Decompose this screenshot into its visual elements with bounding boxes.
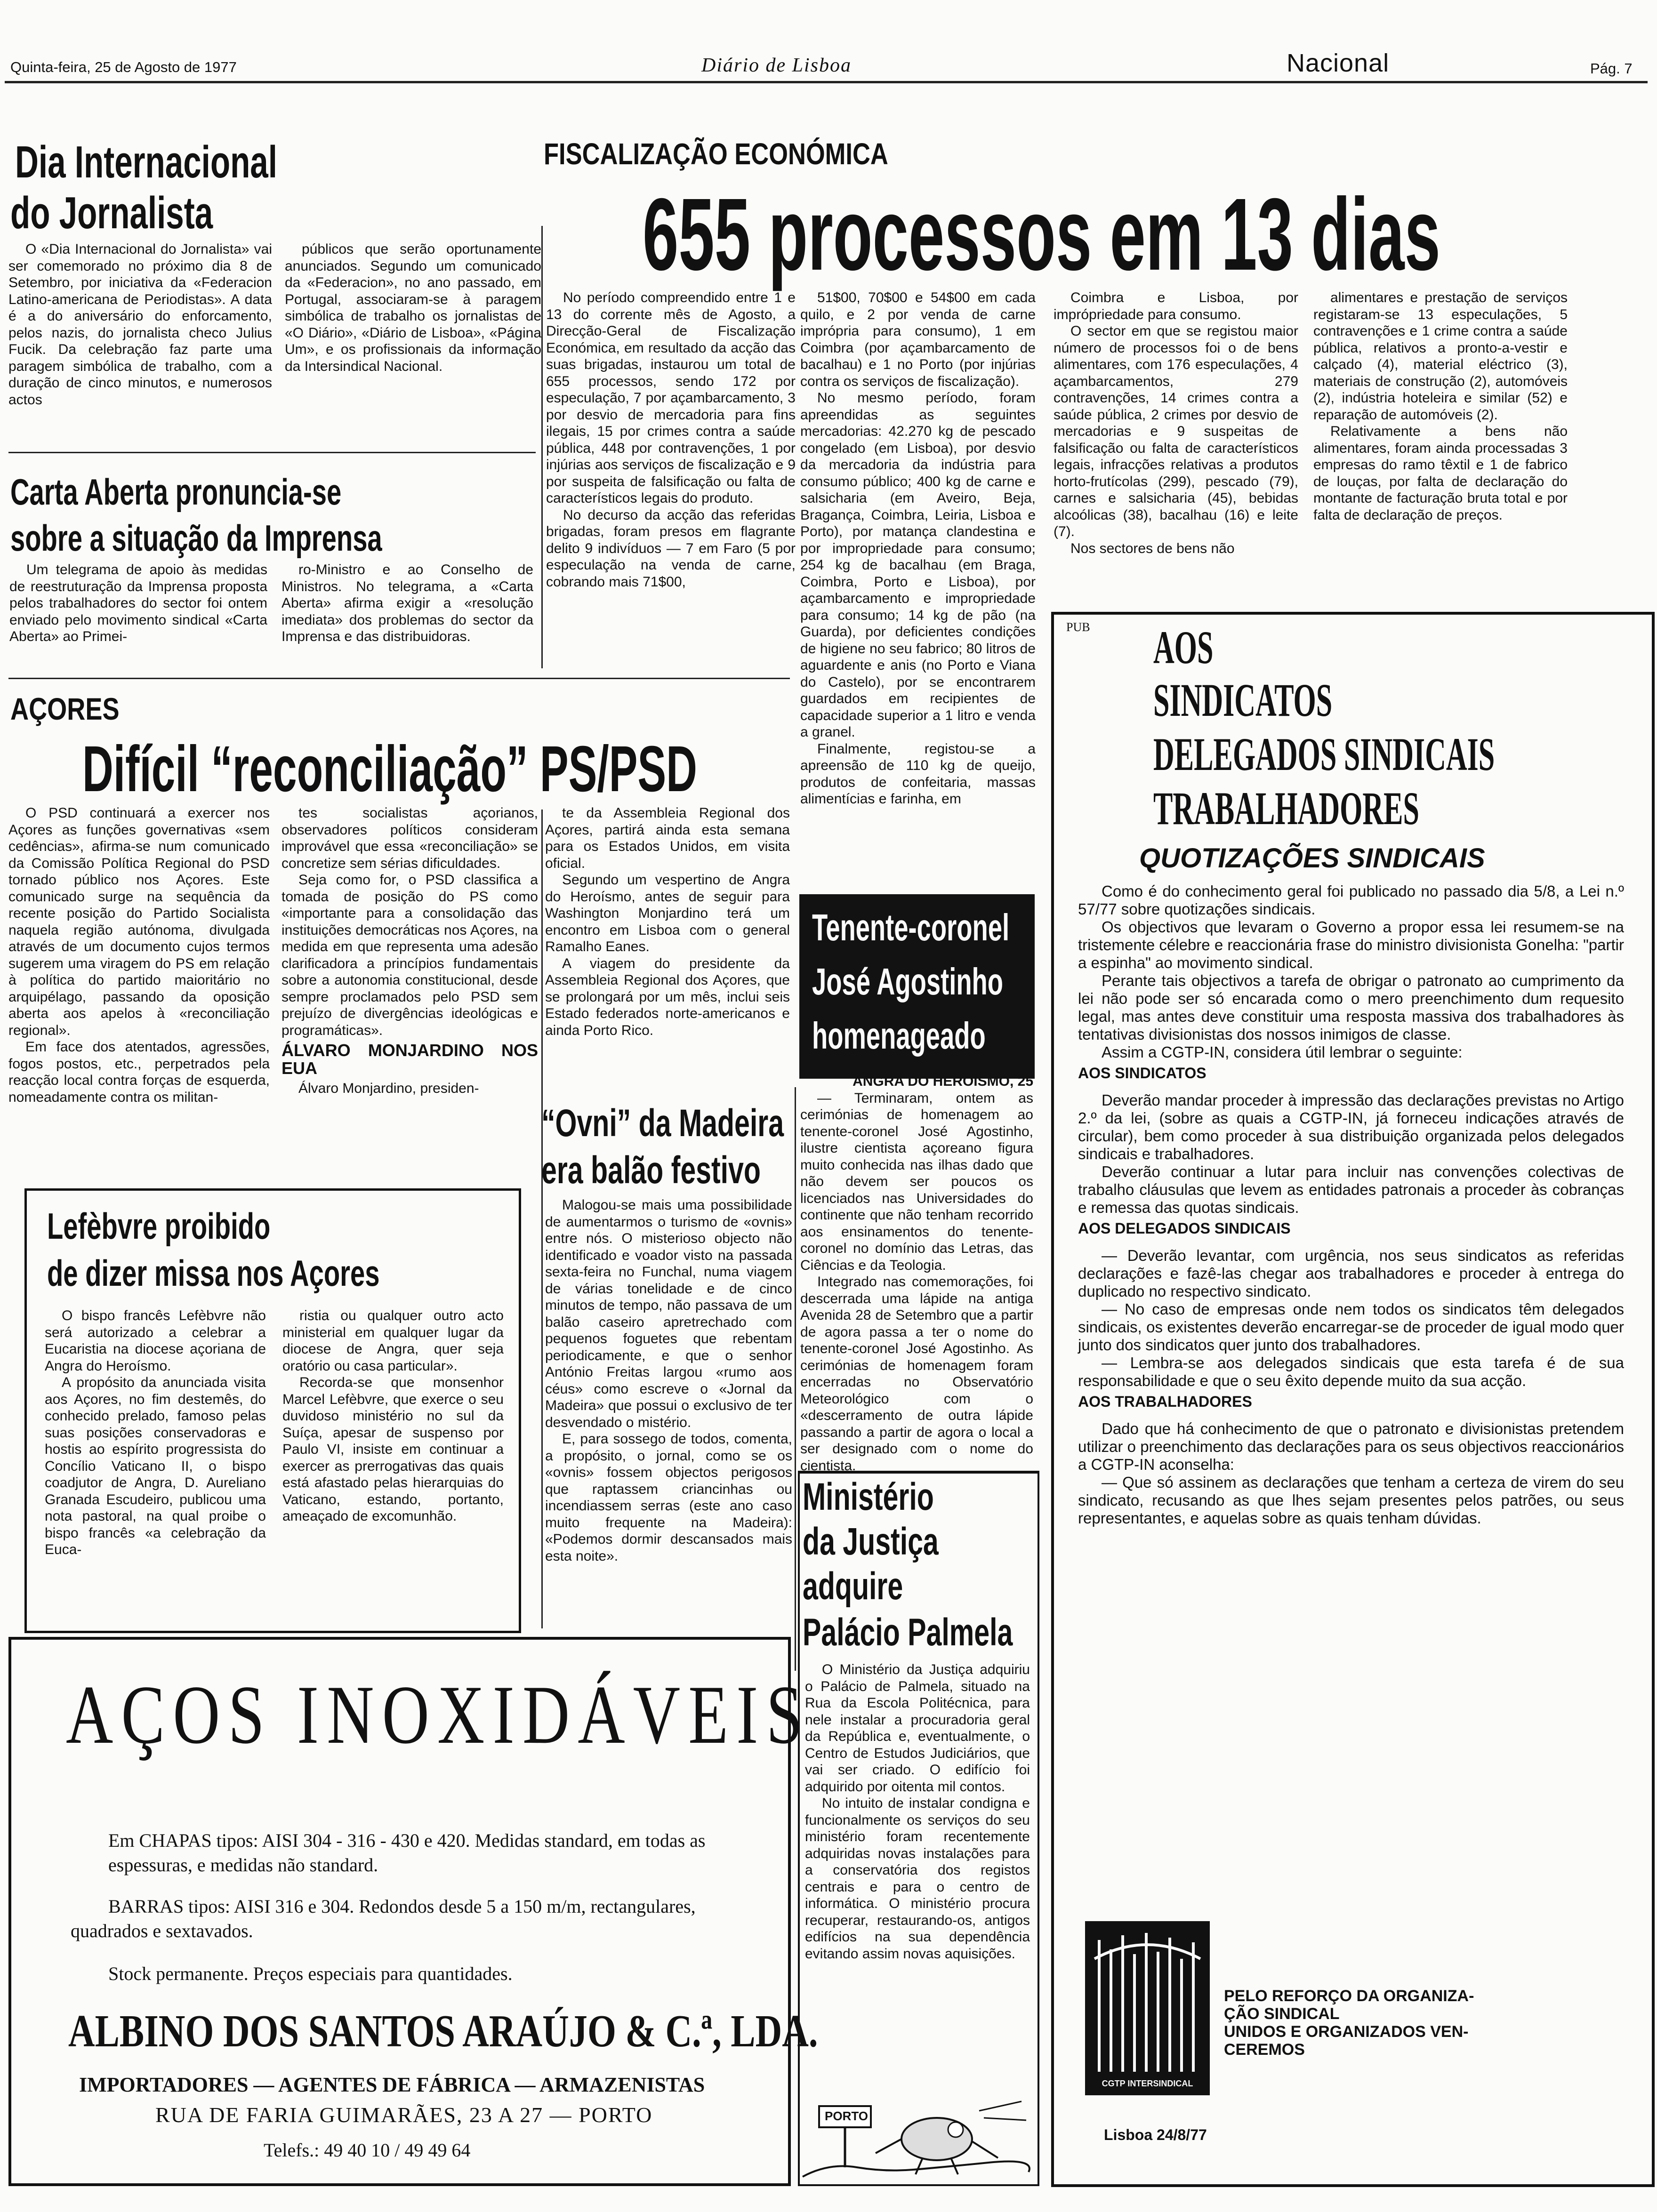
carta-col1: Um telegrama de apoio às medidas de reestruturação da Imprensa proposta pelos trabalhadores do sector foi ontem enviado pelo movimento sindical «Carta Aberta» ao Primei- — [9, 562, 267, 644]
lefebvre-col2: ristia ou qualquer outro acto ministerial em qualquer lugar da diocese de Angra, quer seja oratório ou casa particular». Recorda-se que monsenhor Marcel Lefèbvre, que exerce o seu duvidoso ministério no sul da Suíça, apesar de suspenso por Paulo VI, insiste em continuar a exercer as prerrogativas das quais está afastado pelas hierarquias do Vaticano, estando, portanto, ameaçado de excomunhão. — [282, 1308, 504, 1524]
ministerio-title-line2: da Justiça — [803, 1520, 939, 1563]
lefebvre-col1: O bispo francês Lefèbvre não será autorizado a celebrar a Eucaristia na diocese açoriana de Angra do Heroísmo. A propósito da anunciada visita aos Açores, no fim destemês, do conhecido prelado, famoso pelas suas posições conservadoras e hostis ao espírito progressista do Concílio Vaticano II, o bispo coadjutor de Angra, D. Aureliano Granada Escudeiro, publicou uma nota pastoral, na qual proibe o bispo francês «a celebração da Euca- — [45, 1308, 266, 1557]
aco-ad-stock: Stock permanente. Preços especiais para quantidades. — [108, 1963, 513, 1984]
journalist-title-line1: Dia Internacional — [15, 137, 277, 187]
fisc-col1: No período compreendido entre 1 e 13 do corrente mês de Agosto, a Direcção-Geral de Fiscalização Económica, em resultado da acção das suas brigadas, instaurou um total de 655 processos, sendo 172 por especulação, 7 por açambarcamento, 3 por desvio de mercadoria para fins ilegais, 15 por crimes contra a saúde pública, 448 por contravenções, 1 por injúrias aos serviços de fiscalização e 9 por suspeita de falsificação ou falta de característicos legais do produto. No decurso da acção das referidas brigadas, foram presos em flagrante delito 9 indivíduos — 7 em Faro (5 por especulação na venda de carne, cobrando mais 71$00, — [546, 290, 796, 590]
column-rule — [541, 226, 543, 668]
acores-col1: O PSD continuará a exercer nos Açores as funções governativas «sem cedências», afirma-se num comunicado da Comissão Política Regional do PSD tornado público nos Açores. Este comunicado surge na sequência da recente posição do Partido Socialista naquela região autónoma, divulgada através de um documento cujos termos sugerem uma viragem do PS em relação à política do partido maioritário no arquipélago, passando da oposição aberta aos apelos à «reconciliação regional». Em face dos atentados, agressões, fogos postos, etc., perpetrados pela reacção local contra forças de esquerda, nomeadamente contra os militan- — [8, 805, 270, 1105]
pub-heading-3: DELEGADOS SINDICAIS — [1153, 728, 1495, 780]
divider — [8, 678, 790, 679]
fisc-kicker: FISCALIZAÇÃO ECONÓMICA — [544, 137, 888, 171]
cgtp-logo — [1085, 1921, 1210, 2095]
journalist-col1: O «Dia Internacional do Jornalista» vai ser comemorado no próximo dia 8 de Setembro, por iniciativa da «Federacion Latino-americana de Periodistas». A data é a do aniversário do enforcamento, pelos nazis, do jornalista checo Julius Fucik. Da celebração faz parte uma paragem simbólica de trabalho, com a duração de cinco minutos, e numerosos actos — [8, 241, 272, 408]
journalist-col2: públicos que serão oportunamente anunciados. Segundo um comunicado da «Federacion», no ano passado, em Portugal, associaram-se à paragem simbólica de trabalho os jornalistas de «O Diário», «Diário de Lisboa», «Página Um», e os profissionais da informação da Intersindical Nacional. — [285, 241, 541, 374]
aco-ad-phones: Telefs.: 49 40 10 / 49 49 64 — [264, 2140, 471, 2161]
fisc-col4: alimentares e prestação de serviços registaram-se 13 especulações, 5 contravenções e 1 crime contra a saúde pública, relativos a pronto-a-vestir e calçado (4), material eléctrico (3), materiais de construção (2), automóveis (2), indústria hoteleira e similar (52) e reparação de automóveis (2). Relativamente a bens não alimentares, foram ainda processadas 3 empresas do ramo têxtil e 1 de fabrico de louças, por falta de declaração do montante de facturação bruta total e por falta de declaração de preços. — [1313, 290, 1568, 523]
lefebvre-title-line2: de dizer missa nos Açores — [47, 1252, 380, 1294]
pub-heading-2: SINDICATOS — [1153, 674, 1333, 726]
tenente-dateline: ANGRA DO HEROÍSMO, 25 — [853, 1074, 1033, 1089]
cartoon-sign-text: PORTO — [825, 2109, 868, 2123]
pub-signature: Lisboa 24/8/77 — [1104, 2126, 1207, 2143]
ministerio-col: O Ministério da Justiça adquiriu o Palácio de Palmela, situado na Rua da Escola Politécnica, para nele instalar a procuradoria geral da República e, eventualmente, o Centro de Estudos Judiciários, que vai ser criado. O edifício foi adquirido por oitenta mil contos. No intuito de instalar condigna e funcionalmente os serviços do seu ministério foram recentemente adquiridas novas instalações para a conservatória dos registos centrais e para o centro de informática. O ministério procura recuperar, restaurando-os, antigos edifícios na sua dependência evitando assim novas aquisições. — [805, 1662, 1030, 1962]
column-rule — [541, 809, 543, 1628]
pub-label: PUB — [1066, 620, 1090, 634]
ministerio-title-line4: Palácio Palmela — [803, 1611, 1013, 1654]
pub-slogan: PELO REFORÇO DA ORGANIZA- ÇÃO SINDICAL UNIDOS E ORGANIZADOS VEN- CEREMOS — [1224, 1987, 1474, 2059]
tenente-col: ANGRA DO HEROÍSMO, 25 — Terminaram, ontem as cerimónias de homenagem ao tenente-coronel José Agostinho, ilustre cientista açoreano figura muito conhecida nas ilhas dado que não devem ser poucos os licenciados nas Universidades do continente que não tenham recorrido aos ensinamentos do tenente-coronel no domínio das Letras, das Ciências e da Teologia. Integrado nas comemorações, foi descerrada uma lápide na antiga Avenida 28 de Setembro que a partir de agora passa a ter o nome do tenente-coronel José Agostinho. As cerimónias de homenagem foram encerradas no Observatório Meteorológico com o «descerramento de outra lápide passando a partir de agora o local a ser designado com o nome do cientista. — [800, 1074, 1033, 1474]
acores-kicker: AÇORES — [10, 691, 120, 726]
newspaper-name: Diário de Lisboa — [701, 55, 852, 76]
carta-title-line1: Carta Aberta pronuncia-se — [10, 471, 342, 513]
aco-ad-title: AÇOS INOXIDÁVEIS — [66, 1668, 811, 1761]
ovni-title-line2: era balão festivo — [541, 1149, 761, 1192]
pub-subtitle: QUOTIZAÇÕES SINDICAIS — [1139, 843, 1485, 874]
acores-headline: Difícil “reconciliação” PS/PSD — [82, 733, 697, 805]
aco-ad-address: RUA DE FARIA GUIMARÃES, 23 A 27 — PORTO — [155, 2103, 653, 2127]
journalist-title-line2: do Jornalista — [10, 188, 213, 238]
carta-title-line2: sobre a situação da Imprensa — [10, 517, 382, 559]
ovni-title-line1: “Ovni” da Madeira — [541, 1102, 784, 1145]
acores-subhead: ÁLVARO MONJARDINO NOS EUA — [282, 1041, 538, 1078]
acores-col2: tes socialistas açorianos, observadores políticos consideram improvável que essa «reconciliação» se concretize sem sérias dificuldades. Seja como for, o PSD classifica a tomada de posição do PS como «importante para a consolidação das instituições democráticas nos Açores, na medida em que representa uma adesão clarificadora a princípios fundamentais sobre a autonomia constitucional, desde sempre proclamados pelo PSD sem prejuízo de divergências ideológicas e programáticas». ÁLVARO MONJARDINO NOS EUA Álvaro Monjardino, presiden- — [282, 805, 538, 1096]
aco-ad-barras: BARRAS tipos: AISI 316 e 304. Redondos desde 5 a 150 m/m, rectangulares, quadrados e sextavados. — [71, 1896, 696, 1941]
tenente-title-line2: José Agostinho — [812, 961, 1004, 1002]
ovni-col: Malogou-se mais uma possibilidade de aumentarmos o turismo de «ovnis» entre nós. O misterioso objecto não identificado e voador visto na passada sexta-feira no Funchal, numa viagem de várias tonelidade e de cinco minutos de tempo, não passava de um balão caseiro apretrechado com pequenos foguetes que rebentam periodicamente, e que o senhor António Freitas largou «rumo aos céus» como escreve o «Jornal da Madeira» que possui o exclusivo de ter desvendado o mistério. E, para sossego de todos, comenta, a propósito, o jornal, como se os «ovnis» fossem objectos perigosos que raptassem criancinhas ou incendiassem serras (este ano caso muito frequente na Madeira): «Podemos dormir descansados mais esta noite». — [545, 1197, 792, 1564]
pub-section-sindicatos: AOS SINDICATOS — [1078, 1065, 1207, 1082]
pub-heading-4: TRABALHADORES — [1153, 782, 1419, 834]
carta-col2: ro-Ministro e ao Conselho de Ministros. No telegrama, a «Carta Aberta» afirma exigir a «resolução imediata» dos problemas do sector da Imprensa e das distribuidoras. — [282, 562, 533, 644]
aco-ad-roles: IMPORTADORES — AGENTES DE FÁBRICA — ARMAZENISTAS — [79, 2073, 705, 2096]
aco-ad-company: ALBINO DOS SANTOS ARAÚJO & C.ª, LDA. — [68, 2006, 818, 2057]
page-date: Quinta-feira, 25 de Agosto de 1977 — [10, 59, 237, 75]
ministerio-title-line1: Ministério — [803, 1475, 934, 1518]
porto-cartoon — [800, 2097, 1031, 2179]
section-name: Nacional — [1287, 49, 1390, 77]
pub-section-trabalhadores: AOS TRABALHADORES — [1078, 1393, 1252, 1410]
tenente-title-line3: homenageado — [812, 1015, 986, 1057]
header-rule — [5, 81, 1648, 83]
pub-text: Como é do conhecimento geral foi publicado no passado dia 5/8, a Lei n.º 57/77 sobre quotizações sindicais. Os objectivos que levaram o Governo a propor essa lei resumem-se na tristemente célebre e reaccionária frase do ministro divisionista Gonelha: "partir a espinha" ao movimento sindical. Perante tais objectivos a tarefa de obrigar o patronato ao cumprimento da lei não pode ser só encarada como o mero preenchimento dum requesito legal, mas antes deve constituir uma resposta massiva dos trabalhadores às tentativas divisionistas dos nossos inimigos de classe. Assim a CGTP-IN, considera útil lembrar o seguinte: AOS SINDICATOS Deverão mandar proceder à impressão das declarações previstas no Artigo 2.º da lei, (sobre as quais a CGTP-IN, já forneceu indicações através de circular), bem como proceder à sua distribuição organizada pelos delegados sindicais e trabalhadores. Deverão continuar a lutar para incluir nas convenções colectivas de trabalho cláusulas que levem as entidades patronais a proceder às cobranças e remessa das quotas sindicais. AOS DELEGADOS SINDICAIS — Deverão levantar, com urgência, nos seus sindicatos as referidas declarações e fazê-las chegar aos trabalhadores e proceder à entrega do duplicado no respectivo sindicato. — No caso de empresas onde nem todos os sindicatos têm delegados sindicais, os existentes deverão encarregar-se de proceder de igual modo quer junto dos sindicatos quer junto dos trabalhadores. — Lembra-se aos delegados sindicais que esta tarefa é de sua responsabilidade e que o seu êxito depende muito da sua acção. AOS TRABALHADORES Dado que há conhecimento de que o patronato e divisionistas pretendem utilizar o preenchimento das declarações para os seus objectivos reaccionários a CGTP-IN aconselha: — Que só assinem as declarações que tenham a certeza de virem do seu sindicato, recusando as que lhes sejam presentes pelos patrões, ou seus representantes, e aquelas sobre as quais tenham dúvidas. — [1078, 882, 1624, 1527]
fisc-col3: Coimbra e Lisboa, por imprópriedade para consumo. O sector em que se registou maior número de processos foi o de bens alimentares, com 176 especulações, 4 açambarcamentos, 279 contravenções, 14 crimes contra a saúde pública, 2 crimes por desvio de mercadorias e 9 suspeitas de falsificação ou falta de característicos legais, infracções relativas a produtos horto-frutícolas (299), pescado (79), carnes e salsicharia (45), bebidas alcoólicas (38), bacalhau (16) e leite (7). Nos sectores de bens não — [1054, 290, 1298, 556]
column-rule — [795, 1087, 796, 1671]
fisc-headline: 655 processos em 13 dias — [643, 177, 1440, 292]
page-number: Pág. 7 — [1590, 60, 1633, 77]
tenente-title-line1: Tenente-coronel — [812, 906, 1010, 948]
pub-section-delegados: AOS DELEGADOS SINDICAIS — [1078, 1220, 1291, 1237]
aco-ad-chapas: Em CHAPAS tipos: AISI 304 - 316 - 430 e 420. Medidas standard, em todas as espessuras, e medidas não standard. — [108, 1830, 706, 1875]
divider — [8, 452, 536, 453]
lefebvre-title-line1: Lefèbvre proibido — [47, 1205, 271, 1247]
pub-heading-1: AOS — [1153, 621, 1214, 673]
acores-col3: te da Assembleia Regional dos Açores, partirá ainda esta semana para os Estados Unidos, em visita oficial. Segundo um vespertino de Angra do Heroísmo, antes de seguir para Washington Monjardino terá um encontro em Lisboa com o general Ramalho Eanes. A viagem do presidente da Assembleia Regional dos Açores, que se prolongará por um mês, inclui seis Estado federados norte-americanos e ainda Porto Rico. — [545, 805, 790, 1038]
ministerio-title-line3: adquire — [803, 1565, 903, 1608]
fisc-col2: 51$00, 70$00 e 54$00 em cada quilo, e 2 por venda de carne imprópria para consumo), 1 em Coimbra (por açambarcamento de bacalhau) e 1 no Porto (por injúrias contra os serviços de fiscalização). No mesmo período, foram apreendidas as seguintes mercadorias: 42.270 kg de pescado congelado (em Lisboa), por desvio da mercadoria da indústria para consumo público; 400 kg de carne e salsicharia (em Aveiro, Beja, Bragança, Coimbra, Leiria, Lisboa e Porto), por matança clandestina e por impropriedade para consumo; 254 kg de bacalhau (em Braga, Coimbra, Porto e Lisboa), por açambarcamento e impropriedade para consumo; 14 kg de pão (na Guarda), por deficientes condições de higiene no seu fabrico; 80 litros de aguardente e anis (no Porto e Viana do Castelo), por se encontrarem guardados em recipientes de capacidade superior a 1 litro e venda a granel. Finalmente, registou-se a apreensão de 110 kg de queijo, produtos de confeitaria, massas alimentícias e farinha, em — [800, 290, 1036, 807]
cgtp-logo-text: CGTP INTERSINDICAL — [1102, 2079, 1193, 2088]
